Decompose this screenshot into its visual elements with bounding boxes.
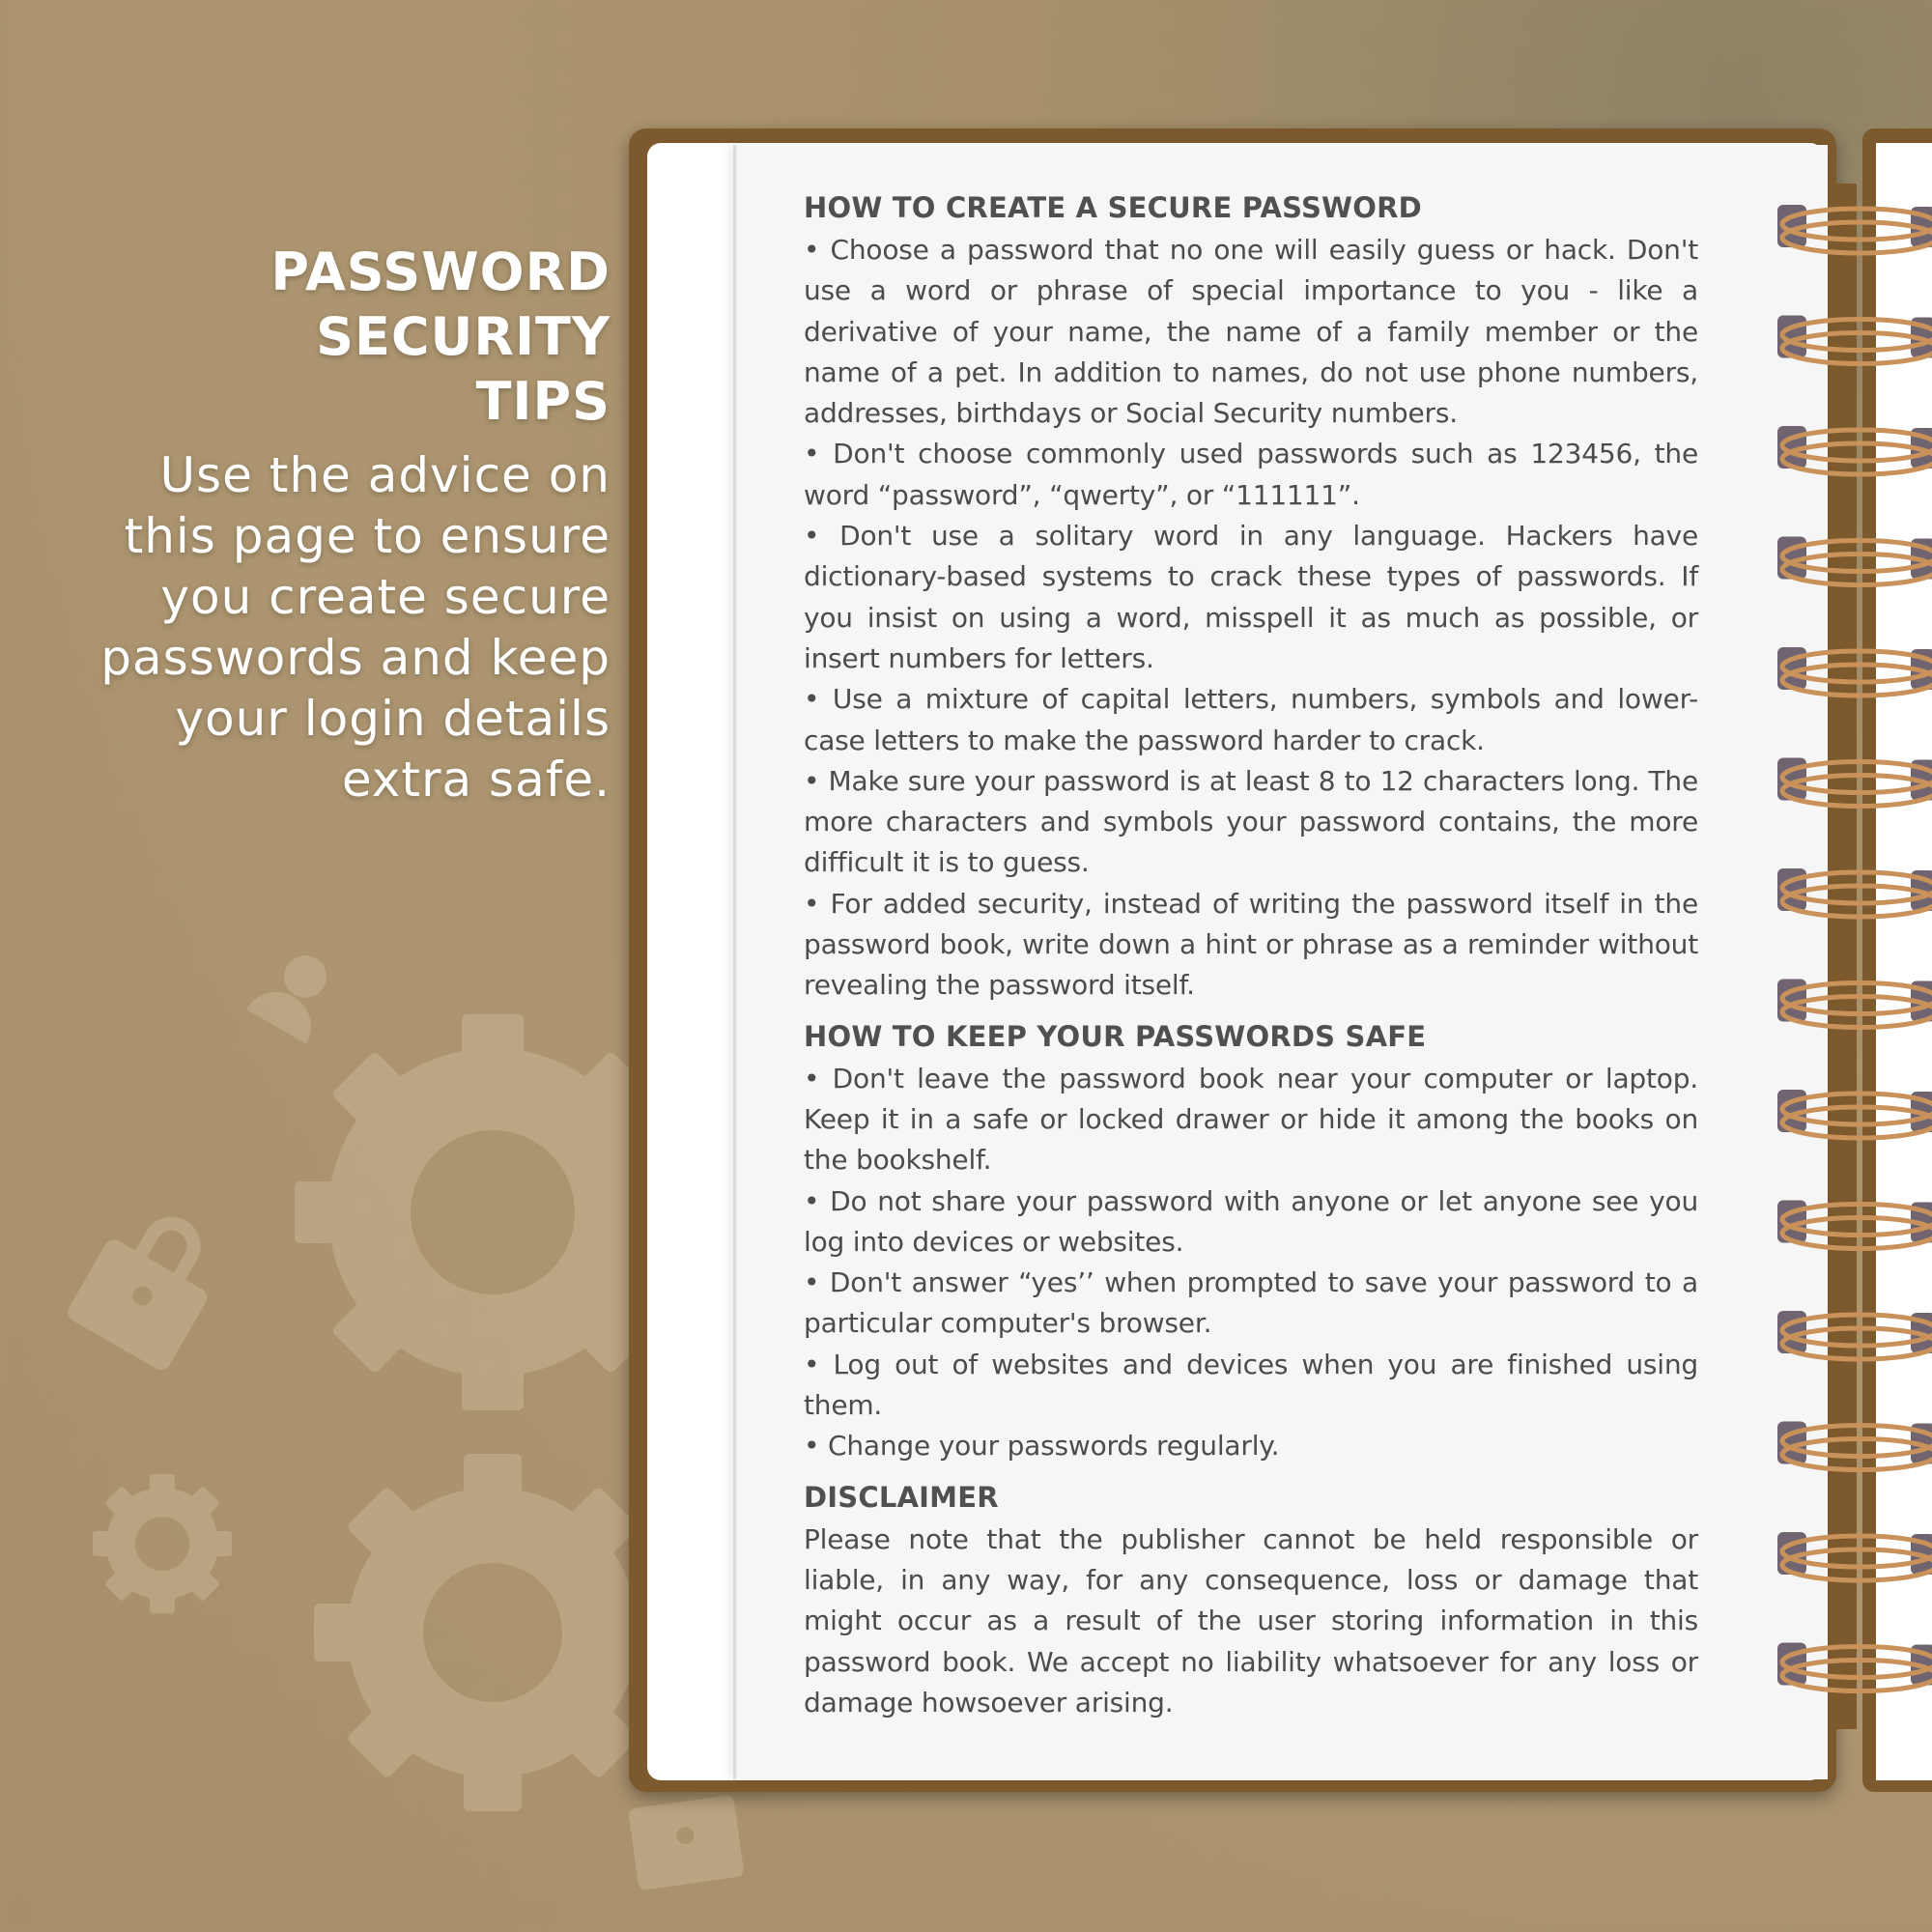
intro-subtitle bbox=[39, 445, 611, 810]
gear-icon bbox=[314, 1454, 671, 1811]
section-keep-safe bbox=[804, 1014, 1698, 1467]
lock-icon bbox=[65, 1192, 237, 1374]
intro-subtitle-line: you create secure bbox=[160, 569, 611, 625]
intro-title-line: TIPS bbox=[475, 371, 611, 432]
tip-paragraph: • Don't answer “yes’’ when prompted to save your password to a particular computer's browser. bbox=[804, 1266, 1698, 1340]
spine-gap bbox=[1835, 184, 1857, 1729]
section-heading: HOW TO KEEP YOUR PASSWORDS SAFE bbox=[804, 1019, 1427, 1053]
tip-paragraph: • Make sure your password is at least 8 to 12 characters long. The more characters and symbols your password contains, the more difficult it is to guess. bbox=[804, 764, 1698, 879]
tip-paragraph: • Use a mixture of capital letters, numbers, symbols and lower-case letters to make the password harder to crack. bbox=[804, 683, 1698, 756]
intro-subtitle-line: this page to ensure bbox=[124, 508, 611, 564]
intro-subtitle-line: extra safe. bbox=[341, 752, 611, 808]
section-create-password bbox=[804, 185, 1698, 1007]
spiral-binding bbox=[1768, 184, 1932, 1729]
gear-icon bbox=[93, 1474, 232, 1613]
intro-title bbox=[39, 240, 611, 434]
tip-paragraph: • Log out of websites and devices when you are finished using them. bbox=[804, 1348, 1698, 1422]
user-icon bbox=[246, 941, 346, 1044]
intro-title-line: PASSWORD bbox=[270, 242, 611, 302]
intro-title-line: SECURITY bbox=[316, 306, 611, 367]
section-disclaimer bbox=[804, 1475, 1698, 1723]
disclaimer-paragraph: Please note that the publisher cannot be held responsible or liable, in any way, for any consequence, loss or damage that might occur as a result of the user storing information in this password book. We accept no liability whatsoever for any loss or damage howsoever arising. bbox=[804, 1522, 1698, 1719]
intro-panel bbox=[39, 240, 611, 810]
tip-paragraph: • Change your passwords regularly. bbox=[804, 1430, 1280, 1463]
tip-paragraph: • Don't leave the password book near your computer or laptop. Keep it in a safe or locked drawer or hide it among the books on the bookshelf. bbox=[804, 1062, 1698, 1177]
tip-paragraph: • Don't use a solitary word in any language. Hackers have dictionary-based systems to crack these types of passwords. If you insist on using a word, misspell it as much as possible, or insert numbers for letters. bbox=[804, 520, 1698, 674]
intro-subtitle-line: your login details bbox=[175, 691, 611, 747]
lock-icon bbox=[628, 1795, 745, 1890]
page-text bbox=[804, 185, 1698, 1723]
section-heading: HOW TO CREATE A SECURE PASSWORD bbox=[804, 191, 1422, 224]
tip-paragraph: • For added security, instead of writing the password itself in the password book, write down a hint or phrase as a reminder without revealing the password itself. bbox=[804, 887, 1698, 1002]
intro-subtitle-line: Use the advice on bbox=[159, 447, 611, 503]
tip-paragraph: • Choose a password that no one will easily guess or hack. Don't use a word or phrase of special importance to you - like a derivative of your name, the name of a family member or the name of a pet. In addition to names, do not use phone numbers, addresses, birthdays or Social Security numbers. bbox=[804, 234, 1698, 430]
section-heading: DISCLAIMER bbox=[804, 1480, 999, 1514]
tip-paragraph: • Do not share your password with anyone or let anyone see you log into devices or websites. bbox=[804, 1184, 1698, 1258]
intro-subtitle-line: passwords and keep bbox=[100, 630, 611, 686]
tip-paragraph: • Don't choose commonly used passwords such as 123456, the word “password”, “qwerty”, or “111111”. bbox=[804, 438, 1698, 511]
